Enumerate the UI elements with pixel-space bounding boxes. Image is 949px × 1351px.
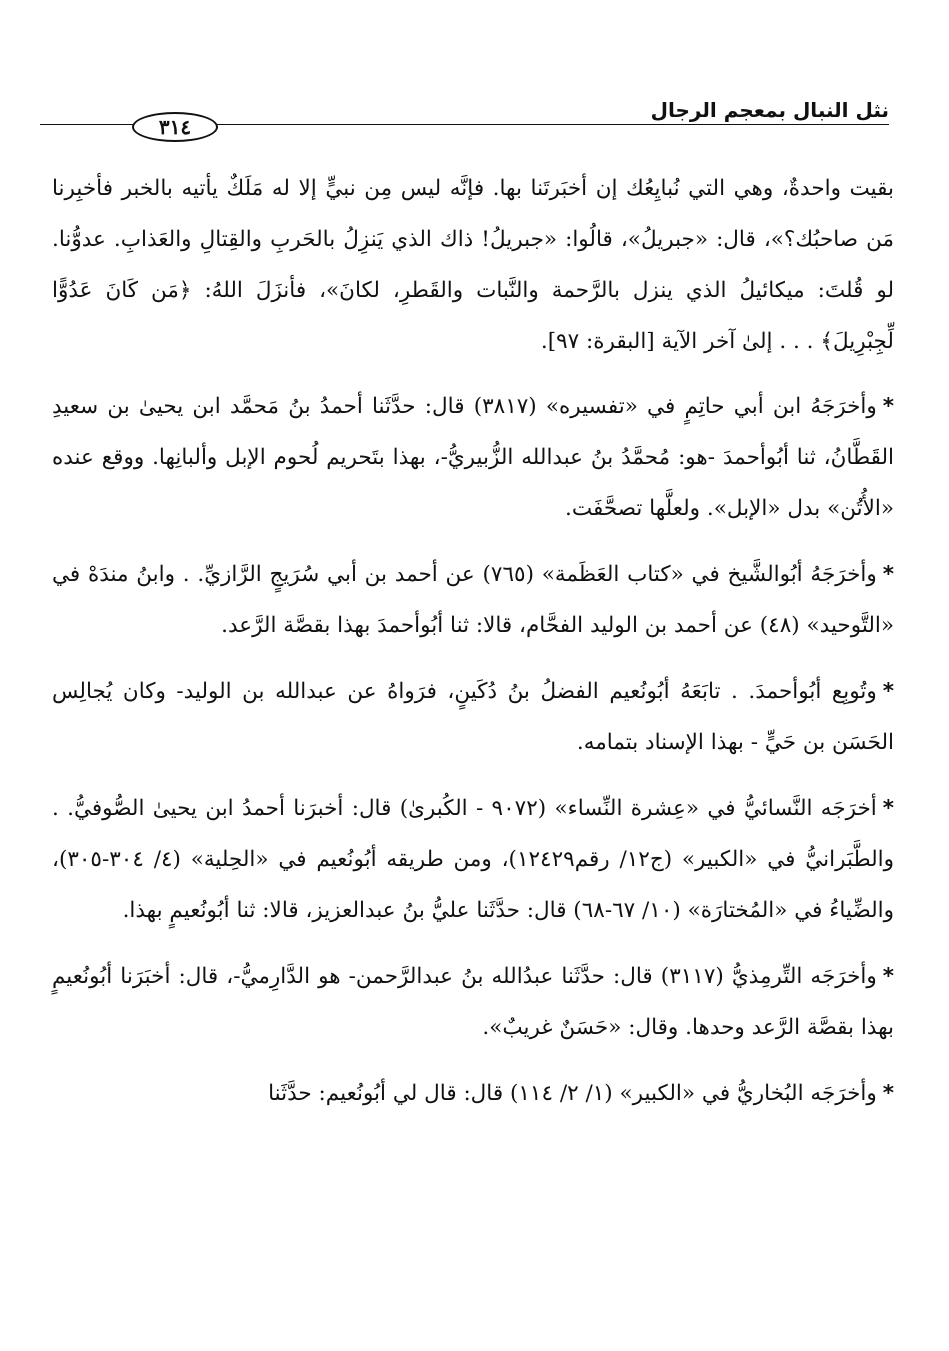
page-number: ٣١٤ <box>132 112 218 142</box>
asterisk-bullet: * <box>882 679 894 704</box>
asterisk-bullet: * <box>882 1081 894 1106</box>
paragraph-text: وأخرَجَه التِّرمِذيُّ (٣١١٧) قال: حدَّثَنا عبدُالله بنُ عبدالرَّحمن- هو الدَّارِميُّ-، قال: أخبَرَنا أبُونُعيمٍ بهذا بقصَّة الرَّعد وحدها. وقال: «حَسَنٌ غريبٌ». <box>52 964 894 1040</box>
paragraph-text: وأخرَجَه البُخاريُّ في «الكبير» (١/ ٢/ ١١٤) قال: قال لي أبُونُعيم: حدَّثَنا <box>268 1081 877 1106</box>
paragraph-text: بقيت واحدةٌ، وهي التي نُبايِعُك إن أخبَرتَنا بها. فإنَّه ليس مِن نبيٍّ إلا له مَلَكٌ يأتيه بالخبر فأخبِرنا مَن صاحبُك؟»، قال: «جبريلُ»، قالُوا: «جبريلُ! ذاك الذي يَنزِلُ بالحَربِ والقِتالِ والعَذابِ. عدوُّنا. لو قُلتَ: ميكائيلُ الذي ينزل بالرَّحمة والنَّبات والقَطرِ، لكانَ»، فأنزَلَ اللهُ: ﴿مَن كَانَ عَدُوًّا لِّجِبْرِيلَ﴾ . . . إلىٰ آخر الآية [البقرة: ٩٧]. <box>52 176 894 354</box>
body-text <box>52 163 894 1134</box>
paragraph <box>52 783 894 936</box>
paragraph-text: أخرَجَه النَّسائيُّ في «عِشرة النِّساء» (٩٠٧٢ - الكُبرىٰ) قال: أخبرَنا أحمدُ ابن يحيىٰ الصُّوفيُّ. . والطَّبَرانيُّ في «الكبير» (ج١٢/ رقم١٢٤٢٩)، ومن طريقه أبُونُعيم في «الحِلية» (٤/ ٣٠٤-٣٠٥)، والضِّياءُ في «المُختارَة» (١٠/ ٦٧-٦٨) قال: حدَّثَنا عليُّ بنُ عبدالعزيز، قالا: ثنا أبُونُعيمٍ بهذا. <box>52 796 894 923</box>
paragraph <box>52 666 894 768</box>
asterisk-bullet: * <box>882 562 895 587</box>
page-header <box>40 90 889 150</box>
paragraph <box>52 381 894 534</box>
paragraph-text: وأخرَجَهُ ابن أبي حاتِمٍ في «تفسيره» (٣٨١٧) قال: حدَّثَنا أحمدُ بنُ مَحمَّد ابن يحيىٰ بن سعيدِ القَطَّانُ، ثنا أبُوأحمدَ -هو: مُحمَّدُ بنُ عبدالله الزُّبيريُّ-، بهذا بتَحريم لُحوم الإبل وألبانِها. ووقع عنده «الأُتُن» بدل «الإبل». ولعلَّها تصحَّفَت. <box>52 394 894 521</box>
asterisk-bullet: * <box>882 964 895 989</box>
paragraph <box>52 163 894 367</box>
paragraph-text: وتُوبِع أبُوأحمدَ. . تابَعَهُ أبُونُعيم الفضلُ بنُ دُكَينٍ، فرَواهُ عن عبدالله بن الوليد- وكان يُجالِس الحَسَن بن حَيٍّ - بهذا الإسناد بتمامه. <box>52 679 894 755</box>
asterisk-bullet: * <box>882 796 894 821</box>
paragraph-text: وأخرَجَهُ أبُوالشَّيخ في «كتاب العَظَمة» (٧٦٥) عن أحمد بن أبي سُرَيجٍ الرَّازيِّ. . وابنُ مندَهْ في «التَّوحيد» (٤٨) عن أحمد بن الوليد الفحَّام، قالا: ثنا أبُوأحمدَ بهذا بقصَّة الرَّعد. <box>52 562 894 638</box>
paragraph <box>52 549 894 651</box>
paragraph <box>52 1068 894 1119</box>
paragraph <box>52 951 894 1053</box>
asterisk-bullet: * <box>882 394 895 419</box>
running-title: نثل النبال بمعجم الرجال <box>650 98 889 122</box>
